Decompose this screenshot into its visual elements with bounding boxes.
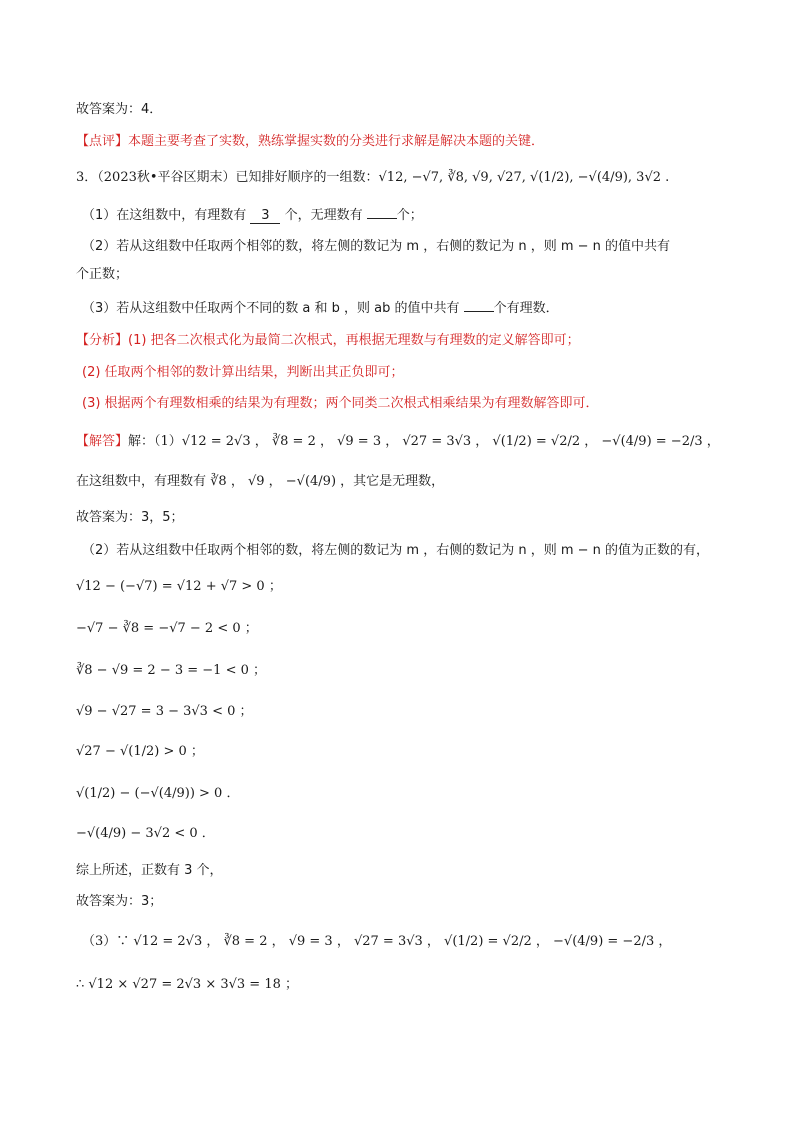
comment-text: 本题主要考查了实数，熟练掌握实数的分类进行求解是解决本题的关键． — [128, 134, 545, 149]
part-1-text-a: （1）在这组数中，有理数有 — [82, 208, 247, 223]
diff-line-1: √12 − (−√7) = √12 + √7 > 0 ； — [76, 579, 282, 594]
solution-tag: 【解答】 — [76, 434, 129, 449]
part-3-text-a: （3）若从这组数中任取两个不同的数 a 和 b ，则 ab 的值中共有 — [82, 301, 460, 316]
question-3-part-2-cont: 个正数； — [76, 267, 129, 282]
question-3-part-3 — [82, 300, 742, 318]
part-1-text-b: 个，无理数有 — [284, 208, 363, 223]
diff-line-3: ∛8 − √9 = 2 − 3 = −1 < 0 ； — [76, 663, 267, 678]
solution-part-3-because: （3）∵ √12 = 2√3 ， ∛8 = 2 ， √9 = 3 ， √27 = 3√3 ， √(1/2) = √2/2 ， −√(4/9) = −2/3 ， — [82, 934, 672, 949]
analysis-text-3: (3) 根据两个有理数相乘的结果为有理数；两个同类二次根式相乘结果为有理数解答即可． — [82, 396, 599, 411]
part-1-blank-rational: 3 — [250, 209, 280, 224]
part-3-text-b: 个有理数． — [493, 301, 559, 316]
solution-part-2-intro: （2）若从这组数中任取两个相邻的数，将左侧的数记为 m ，右侧的数记为 n ，则 m − n 的值为正数的有， — [82, 543, 710, 558]
comment-paragraph — [76, 133, 736, 151]
solution-answer-1: 故答案为：3，5； — [76, 510, 184, 525]
analysis-text-1: (1) 把各二次根式化为最简二次根式，再根据无理数与有理数的定义解答即可； — [128, 333, 580, 348]
solution-answer-2: 故答案为：3； — [76, 894, 163, 909]
diff-line-7: −√(4/9) − 3√2 < 0 ． — [76, 826, 215, 841]
comment-tag: 【点评】 — [76, 134, 129, 149]
answer-line-q2: 故答案为：4． — [76, 102, 163, 117]
analysis-text-2: (2) 任取两个相邻的数计算出结果，判断出其正负即可； — [82, 365, 404, 380]
solution-part-3-therefore: ∴ √12 × √27 = 2√3 × 3√3 = 18 ； — [76, 977, 299, 992]
question-3-stem: 3．（2023秋•平谷区期末）已知排好顺序的一组数：√12, −√7, ∛8, √9, √27, √(1/2), −√(4/9), 3√2 . — [76, 170, 670, 185]
question-3-part-1 — [82, 207, 742, 225]
diff-line-6: √(1/2) − (−√(4/9)) > 0 ． — [76, 786, 240, 801]
diff-line-5: √27 − √(1/2) > 0 ； — [76, 744, 204, 759]
analysis-tag: 【分析】 — [76, 333, 129, 348]
part-1-text-c: 个； — [396, 208, 423, 223]
diff-line-2: −√7 − ∛8 = −√7 − 2 < 0 ； — [76, 621, 258, 636]
part-1-blank-irrational — [367, 218, 397, 219]
solution-paragraph — [76, 433, 736, 451]
solution-summary: 综上所述，正数有 3 个， — [76, 863, 223, 878]
part-3-blank — [464, 311, 494, 312]
analysis-paragraph — [76, 332, 736, 350]
solution-part-1-simplify: 解：（1）√12 = 2√3 ， ∛8 = 2 ， √9 = 3 ， √27 = 3√3 ， √(1/2) = √2/2 ， −√(4/9) = −2/3 ， — [128, 434, 720, 449]
diff-line-4: √9 − √27 = 3 − 3√3 < 0 ； — [76, 704, 253, 719]
question-3-part-2: （2）若从这组数中任取两个相邻的数，将左侧的数记为 m ，右侧的数记为 n ，则 m − n 的值中共有 — [82, 239, 671, 254]
solution-rational-list: 在这组数中，有理数有 ∛8 ， √9 ， −√(4/9) ，其它是无理数， — [76, 474, 445, 489]
